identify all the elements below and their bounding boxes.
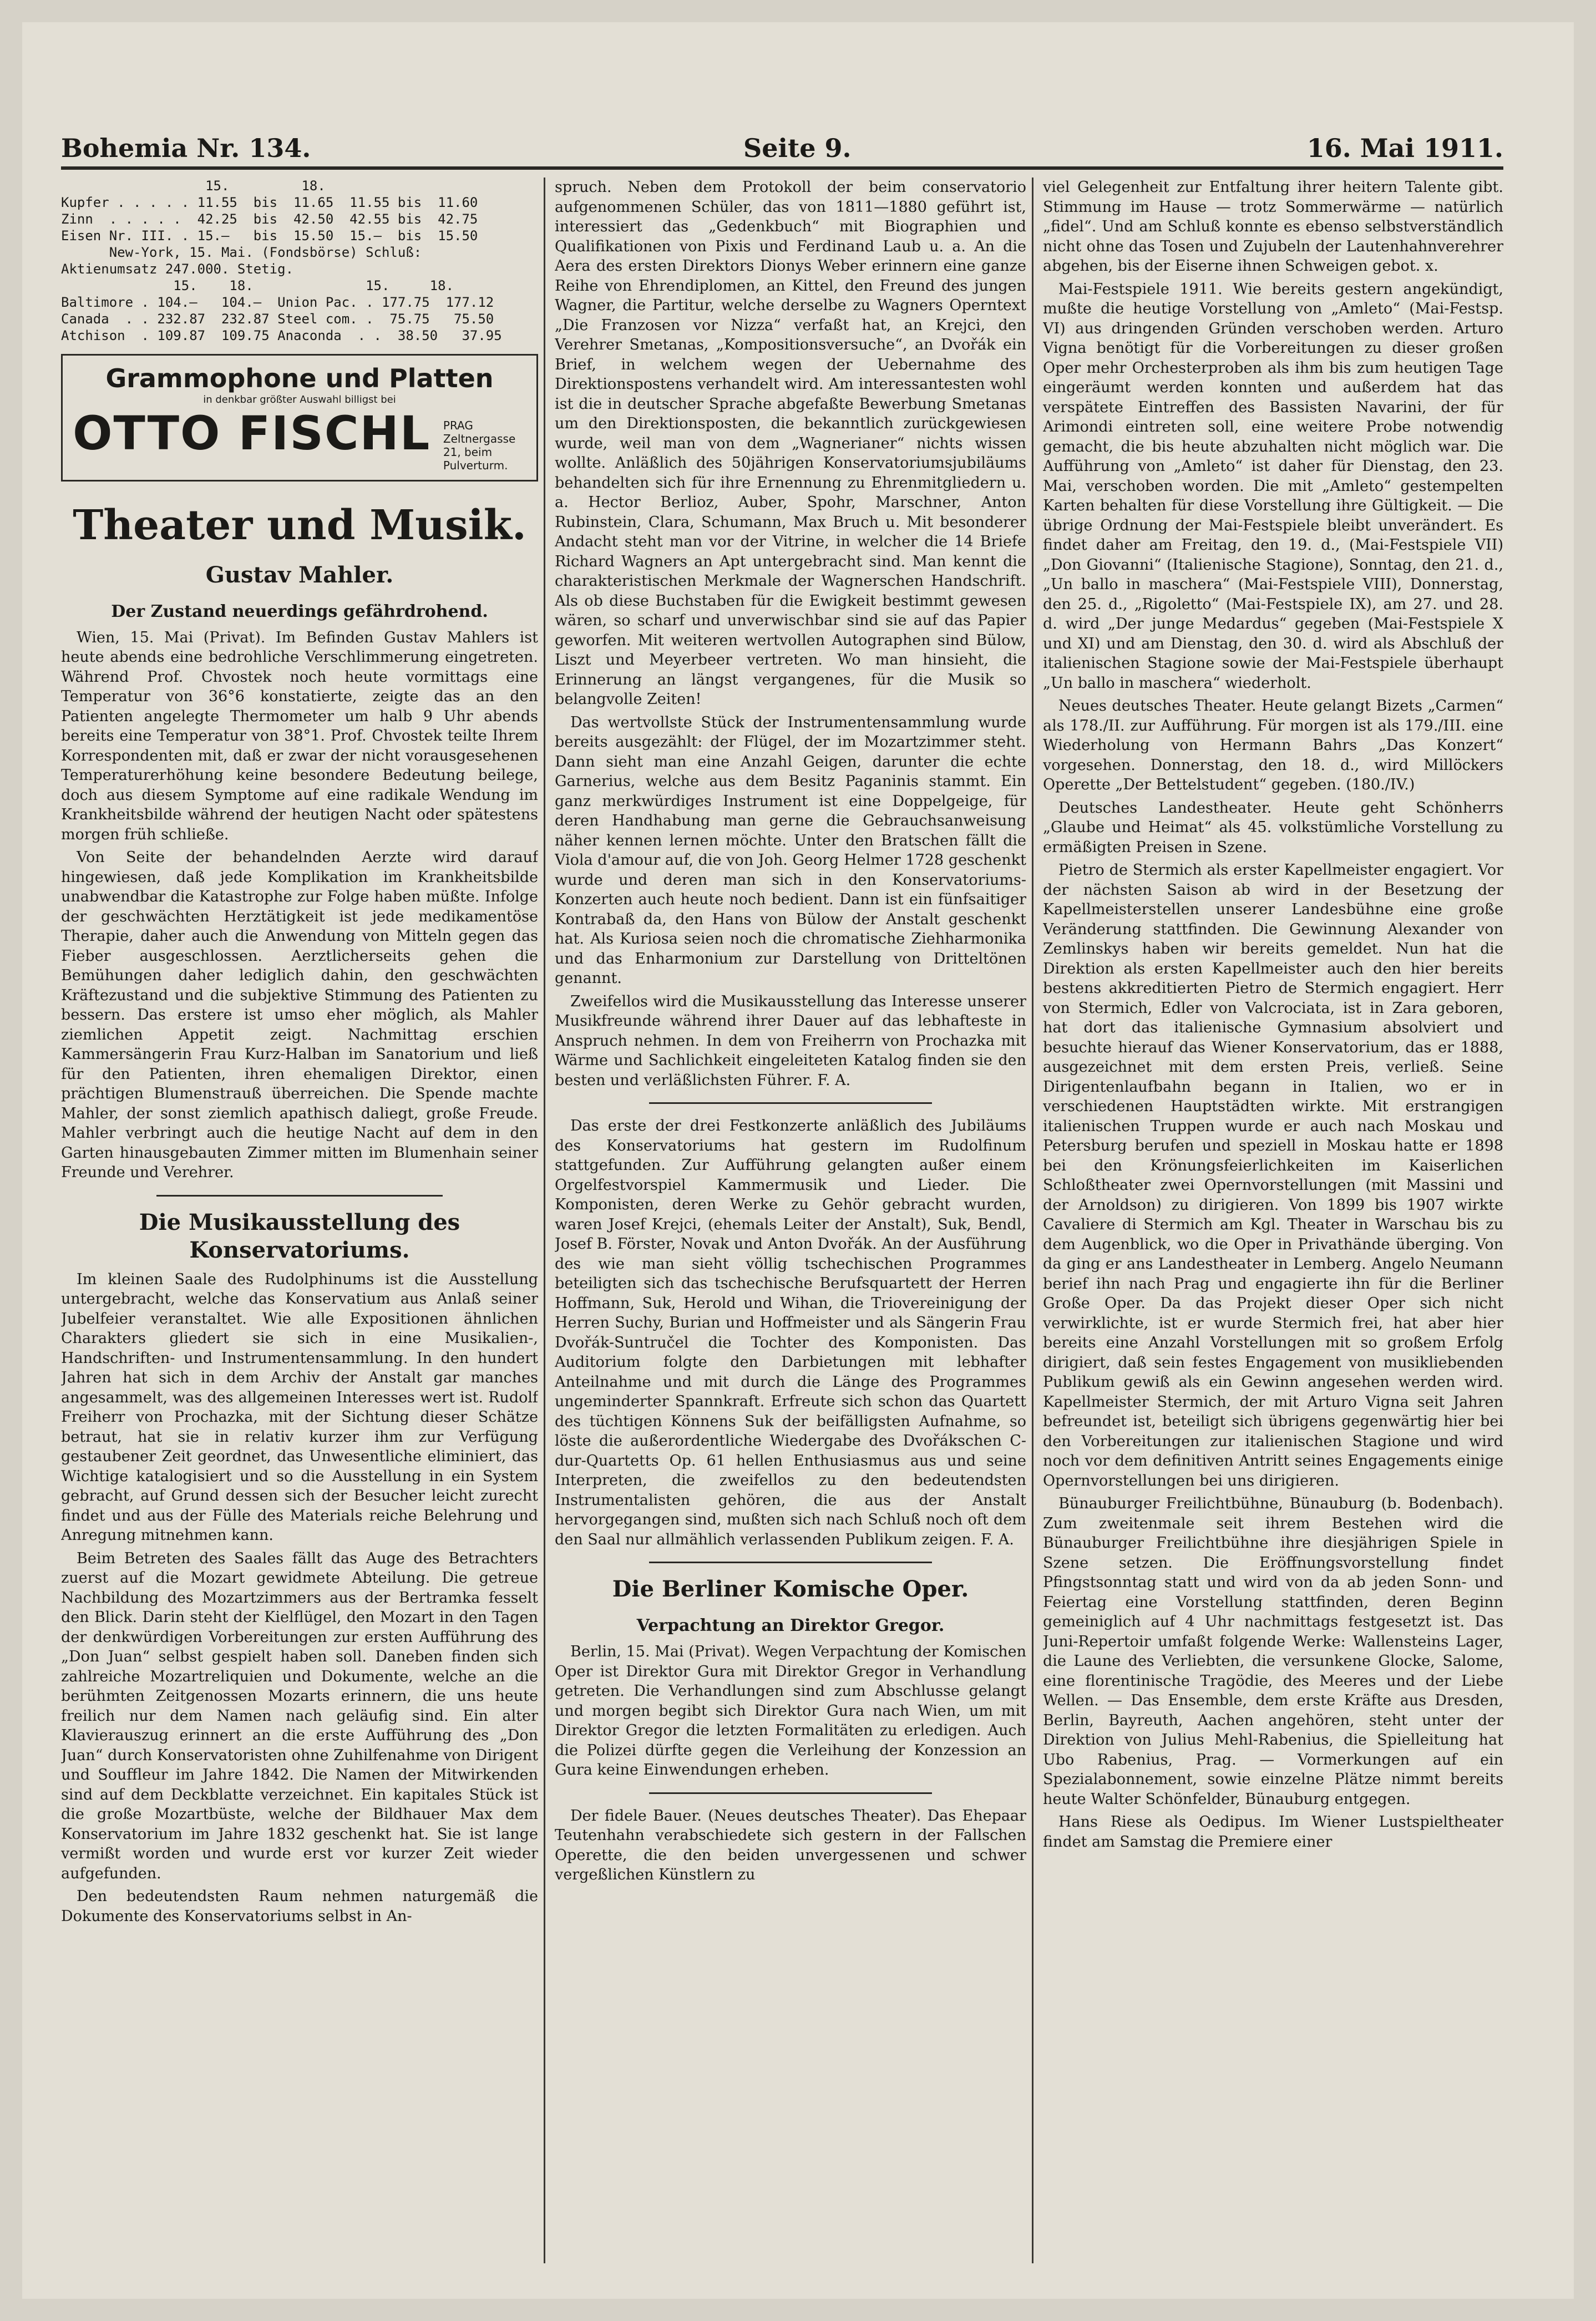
article-separator bbox=[156, 1195, 443, 1197]
article-paragraph: Wien, 15. Mai (Privat). Im Befinden Gustav Mahlers ist heute abends eine bedrohliche Verschlimmerung eingetreten. Während Prof. Chvostek noch heute vormittags eine Temperatur von 36°6 konstatierte, zeigte das an den Patienten angelegte Thermometer um halb 9 Uhr abends bereits eine Temperatur von 38°1. Prof. Chvostek teilte Ihrem Korrespondenten mit, daß er zwar der nicht vorausgesehenen Temperaturerhöhung keine besondere Bedeutung beilege, doch aus diesem Symptome auf eine radikale Wendung im Krankheitsbilde während der heutigen Nacht oder spätestens morgen früh schließe. bbox=[61, 629, 538, 843]
article-title: Gustav Mahler. bbox=[205, 561, 394, 588]
article-paragraph: Mai-Festspiele 1911. Wie bereits gestern angekündigt, mußte die heutige Vorstellung von „Amleto“ (Mai-Festsp. VI) aus dringenden Gründen verschoben werden. Arturo Vigna benötigt für die Vorbereitungen zu dieser großen Oper mehr Orchesterproben als ihm bis zum heutigen Tage eingeräumt werden konnten und außerdem hat das verspätete Eintreffen des Bassisten Navarini, der für Arimondi eintreten soll, eine weitere Probe notwendig gemacht, die bis heute abzuhalten nicht möglich war. Die Aufführung von „Amleto“ ist daher für Dienstag, den 23. Mai, verschoben worden. Die mit „Amleto“ gestempelten Karten behalten für diese Vorstellung ihre Gültigkeit. — Die übrige Ordnung der Mai-Festspiele bleibt unverändert. Es findet daher am Freitag, den 19. d., (Mai-Festspiele VII) „Don Giovanni“ (Italienische Stagione), Sonntag, den 21. d., „Un ballo in maschera“ (Mai-Festspiele VIII), Donnerstag, den 25. d., „Rigoletto“ (Mai-Festspiele IX), am 27. und 28. d. wird „Der junge Medardus“ gegeben (Mai-Festspiele X und XI) und am Dienstag, den 30. d. wird als Abschluß der italienischen Stagione sowie der Mai-Festspiele überhaupt „Un ballo in maschera“ wiederholt. bbox=[1043, 280, 1503, 692]
ad-headline: Grammophone und Platten bbox=[105, 363, 494, 393]
header-issue: Bohemia Nr. 134. bbox=[61, 133, 311, 163]
market-line: 15. 18. bbox=[61, 178, 326, 194]
column-1 bbox=[61, 178, 538, 2263]
article-title: Die Berliner Komische Oper. bbox=[612, 1576, 969, 1602]
article-paragraph: Pietro de Stermich als erster Kapellmeister engagiert. Vor der nächsten Saison ab wird in der Besetzung der Kapellmeisterstellen unserer Landesbühne eine große Veränderung stattfinden. Die Gewinnung Alexander von Zemlinskys haben wir bereits gemeldet. Nun hat die Direktion als ersten Kapellmeister auch den hier bereits bestens akkreditierten Pietro de Stermich engagiert. Herr von Stermich, Edler von Valcrociata, ist in Zara geboren, hat dort das italienische Gymnasium absolviert und besuchte hierauf das Wiener Konservatorium, das er 1888, ausgezeichnet mit dem ersten Preis, verließ. Seine Dirigentenlaufbahn begann in Italien, wo er in verschiedenen Hauptstädten wirkte. Mit erstrangigen italienischen Truppen wurde er auch nach Moskau und Petersburg berufen und speziell in Moskau hatte er 1898 bei den Krönungsfeierlichkeiten im Kaiserlichen Schloßtheater zwei Opernvorstellungen (mit Massini und der Arnoldson) zu dirigieren. Von 1899 bis 1907 wirkte Cavaliere di Stermich am Kgl. Theater in Warschau bis zu dem Augenblick, wo die Oper in Privathände überging. Von da ging er ans Landestheater in Lemberg. Angelo Neumann berief ihn nach Prag und engagierte ihn für die Berliner Große Oper. Da das Projekt dieser Oper sich nicht verwirklichte, ist er wurde Stermich frei, hat aber hier bereits eine Anzahl Vorstellungen mit so großem Erfolg dirigiert, daß sein festes Engagement von musikliebenden Publikum gewiß als ein Gewinn angesehen werden wird. Kapellmeister Stermich, der mit Arturo Vigna seit Jahren befreundet ist, beteiligt sich übrigens gegenwärtig hier bei den Vorbereitungen zur italienischen Stagione und wird noch vor dem definitiven Antritt seines Engagements einige Opernvorstellungen bei uns dirigieren. bbox=[1043, 861, 1503, 1489]
article-separator bbox=[649, 1792, 932, 1794]
market-line: Aktienumsatz 247.000. Stetig. bbox=[61, 261, 294, 277]
article-paragraph: Deutsches Landestheater. Heute geht Schönherrs „Glaube und Heimat“ als 45. volkstümliche Vorstellung zu ermäßigten Preisen in Szene. bbox=[1043, 799, 1503, 856]
ad-tagline: in denkbar größter Auswahl billigst bei bbox=[203, 394, 396, 406]
article-title: Die Musikausstellung des Konservatoriums. bbox=[139, 1209, 460, 1263]
column-rule bbox=[544, 178, 545, 2263]
market-line: Canada . . 232.87 232.87 Steel com. . 75.75 75.50 bbox=[61, 311, 494, 327]
header-date: 16. Mai 1911. bbox=[1306, 133, 1503, 163]
newspaper-page bbox=[22, 22, 1574, 2299]
market-line: Zinn . . . . . 42.25 bis 42.50 42.55 bis 42.75 bbox=[61, 211, 478, 227]
header-rule bbox=[61, 166, 1503, 170]
market-line: Kupfer . . . . . 11.55 bis 11.65 11.55 bis 11.60 bbox=[61, 195, 478, 210]
ad-address: PRAG Zeltnergasse 21, beim Pulverturm. bbox=[443, 418, 516, 472]
article-paragraph: Beim Betreten des Saales fällt das Auge des Betrachters zuerst auf die Mozart gewidmete Abteilung. Die getreue Nachbildung des Mozartzimmers aus der Bertramka fesselt den Blick. Darin steht der Kielflügel, den Mozart in den Tagen der denkwürdigen Vorbereitungen zur ersten Aufführung des „Don Juan“ selbst gespielt haben soll. Daneben finden sich zahlreiche Mozartreliquien und Dokumente, welche an die berühmten Zeitgenossen Mozarts erinnern, die uns heute freilich nur dem Namen nach geläufig sind. Ein alter Klavierauszug erinnert an die erste Aufführung des „Don Juan“ durch Konservatoristen ohne Zuhilfenahme von Dirigent und Souffleur im Jahre 1842. Die Namen der Mitwirkenden sind auf dem Deckblatte verzeichnet. Ein kapitales Stück ist die große Mozartbüste, welche der Bildhauer Max dem Konservatorium im Jahre 1832 geschenkt hat. Sie ist lange vermißt worden und wurde erst vor kurzer Zeit wieder aufgefunden. bbox=[61, 1549, 538, 1882]
column-2 bbox=[555, 178, 1026, 2263]
market-line: New-York, 15. Mai. (Fondsbörse) Schluß: bbox=[61, 245, 422, 260]
section-title: Theater und Musik. bbox=[73, 501, 526, 549]
article-paragraph: Den bedeutendsten Raum nehmen naturgemäß die Dokumente des Konservatoriums selbst in An- bbox=[61, 1888, 538, 1925]
article-separator bbox=[649, 1562, 932, 1563]
article-paragraph: Im kleinen Saale des Rudolphinums ist die Ausstellung untergebracht, welche das Konservatium aus Anlaß seiner Jubelfeier veranstaltet. Wie alle Expositionen ähnlichen Charakters gliedert sie sich in eine Musikalien-, Handschriften- und Instrumentensammlung. In den hundert Jahren hat sich in dem Archiv der Anstalt gar manches angesammelt, was des allgemeinen Interesses wert ist. Rudolf Freiherr von Prochazka, mit der Sichtung dieser Schätze betraut, hat sie in relativ kurzer ihm zur Verfügung gestaubener Zeit geordnet, das Unwesentliche eliminiert, das Wichtige katalogisiert und so die Ausstellung in ein System gebracht, auf Grund dessen sich der Besucher leicht zurecht findet und aus der Fülle des Materials reiche Belehrung und Anregung mitnehmen kann. bbox=[61, 1270, 538, 1544]
article-paragraph: Der fidele Bauer. (Neues deutsches Theater). Das Ehepaar Teutenhahn verabschiedete sich gestern in der Fallschen Operette, die den beiden unvergessenen und schwer vergeßlichen Künstlern zu bbox=[555, 1807, 1026, 1883]
header-page-number: Seite 9. bbox=[743, 133, 852, 163]
article-subtitle: Verpachtung an Direktor Gregor. bbox=[636, 1616, 945, 1635]
article-paragraph: Das erste der drei Festkonzerte anläßlich des Jubiläums des Konservatoriums hat gestern im Rudolfinum stattgefunden. Zur Aufführung gelangten außer einem Orgelfestvorspiel Kammermusik und Lieder. Die Komponisten, deren Werke zu Gehör gebracht wurden, waren Josef Krejci, (ehemals Leiter der Anstalt), Suk, Bendl, Josef B. Förster, Novak und Anton Dvořák. An der Ausführung des wie man sieht völlig tschechischen Programmes beteiligten sich das tschechische Berufsquartett der Herren Hoffmann, Suk, Herold und Wihan, die Triovereinigung der Herren Suchy, Burian und Hoffmeister und als Sängerin Frau Dvořák-Suntručel die Tochter des Komponisten. Das Auditorium folgte den Darbietungen mit lebhafter Anteilnahme und mit durch die Länge des Programmes ungeminderter Spannkraft. Erfreute sich schon das Quartett des tüchtigen Könnens Suk der beifälligsten Aufnahme, so löste die außerordentliche Wiedergabe des Dvořákschen C-dur-Quartetts Op. 61 hellen Enthusiasmus aus und seine Interpreten, die zweifellos zu den bedeutendsten Instrumentalisten gehören, die aus der Anstalt hervorgegangen sind, mußten sich nach Schluß noch oft dem den Saal nur allmählich verlassenden Publikum zeigen. F. A. bbox=[555, 1117, 1026, 1548]
article-paragraph: Berlin, 15. Mai (Privat). Wegen Verpachtung der Komischen Oper ist Direktor Gura mit Direktor Gregor in Verhandlung getreten. Die Verhandlungen sind zum Abschlusse gelangt und morgen begibt sich Direktor Gura nach Wien, um mit Direktor Gregor die letzten Formalitäten zu erledigen. Auch die Polizei dürfte gegen die Verleihung der Konzession an Gura keine Einwendungen erheben. bbox=[555, 1643, 1026, 1778]
article-paragraph: viel Gelegenheit zur Entfaltung ihrer heitern Talente gibt. Stimmung im Hause — trotz Sommerwärme — natürlich „fidel“. Und am Schluß konnte es ebenso selbstverständlich nicht ohne das Tosen und Zujubeln der Lautenhahnverehrer abgehen, bis der Eiserne ihnen Schweigen gebot. x. bbox=[1043, 179, 1503, 275]
ad-company-name: OTTO FISCHL bbox=[73, 406, 431, 460]
market-report bbox=[61, 178, 538, 344]
article-paragraph: Bünauburger Freilichtbühne, Bünauburg (b. Bodenbach). Zum zweitenmale seit ihrem Bestehen wird die Bünauburger Freilichtbühne ihre diesjährigen Spiele in Szene setzen. Die Eröffnungsvorstellung findet Pfingstsonntag statt und wird von da ab jeden Sonn- und Feiertag eine Vorstellung stattfinden, deren Beginn gemeiniglich auf 4 Uhr nachmittags festgesetzt ist. Das Juni-Repertoir umfaßt folgende Werke: Wallensteins Lager, die Laune des Verliebten, die versunkene Glocke, Salome, eine florentinische Tragödie, des Meeres und der Liebe Wellen. — Das Ensemble, dem erste Kräfte aus Dresden, Berlin, Bayreuth, Aachen angehören, steht unter der Direktion von Julius Mehl-Rabenius, die Spielleitung hat Ubo Rabenius, Prag. — Vormerkungen auf ein Spezialabonnement, sowie einzelne Plätze nimmt bereits heute Walter Schönfelder, Bünauburg entgegen. bbox=[1043, 1495, 1503, 1808]
article-paragraph: spruch. Neben dem Protokoll der beim conservatorio aufgenommenen Schüler, das von 1811—1880 geführt ist, interessiert das „Gedenkbuch“ mit Biographien und Qualifikationen von Pixis und Ferdinand Laub u. a. An die Aera des ersten Direktors Dionys Weber erinnern eine ganze Reihe von Ehrendiplomen, an Kittel, den Freund des jungen Wagner, die Partitur, welche derselbe zu Wagners Operntext „Die Franzosen vor Nizza“ verfaßt hat, an Krejci, den Verehrer Smetanas, „Kompositionsversuche“, an Dvořák ein Brief, in welchem wegen der Uebernahme des Direktionspostens verhandelt wird. Am interessantesten wohl ist die in deutscher Sprache abgefaßte Bewerbung Smetanas um den Direktionsposten, die bekanntlich zurückgewiesen wurde, weil man von dem „Wagnerianer“ nichts wissen wollte. Anläßlich des 50jährigen Konservatoriumsjubiläums behandelten sich für ihre Ernennung zu Ehrenmitgliedern u. a. Hector Berlioz, Auber, Spohr, Marschner, Anton Rubinstein, Clara, Schumann, Max Bruch u. Mit besonderer Andacht steht man vor der Vitrine, in welcher die 14 Briefe Richard Wagners an Apt untergebracht sind. Man kennt die charakteristischen Merkmale der Wagnerschen Handschrift. Als ob diese Buchstaben für die Ewigkeit bestimmt gewesen wären, so scharf und unverwischbar sind sie auf das Papier geworfen. Mit weiteren wertvollen Autographen sind Bülow, Liszt und Meyerbeer vertreten. Wo man hinsieht, die Erinnerung an längst vergangenes, für die Musik so belangvolle Zeiten! bbox=[555, 179, 1026, 708]
article-paragraph: Hans Riese als Oedipus. Im Wiener Lustspieltheater findet am Samstag die Premiere einer bbox=[1043, 1813, 1503, 1851]
market-line: 15. 18. 15. 18. bbox=[61, 278, 454, 293]
article-paragraph: Von Seite der behandelnden Aerzte wird darauf hingewiesen, daß jede Komplikation im Krankheitsbilde unabwendbar die Katastrophe zur Folge haben müßte. Infolge der geschwächten Herztätigkeit ist jede medikamentöse Therapie, daher auch die Anwendung von Mitteln gegen das Fieber ausgeschlossen. Aerztlicherseits gehen die Bemühungen daher lediglich dahin, den geschwächten Kräftezustand und die subjektive Stimmung des Patienten zu bessern. Das erstere ist umso eher möglich, als Mahler ziemlichen Appetit zeigt. Nachmittag erschien Kammersängerin Frau Kurz-Halban im Sanatorium und ließ für den Patienten, ihren ehemaligen Direktor, einen prächtigen Blumenstrauß überreichen. Die Spende machte Mahler, der sonst ziemlich apathisch daliegt, große Freude. Mahler verbringt auch die heutige Nacht auf dem in den Garten hinausgebauten Zimmer mitten im Blumenhain seiner Freunde und Verehrer. bbox=[61, 849, 538, 1181]
article-paragraph: Das wertvollste Stück der Instrumentensammlung wurde bereits ausgezählt: der Flügel, der im Mozartzimmer steht. Dann sieht man eine Anzahl Geigen, darunter die echte Garnerius, welche aus dem Besitz Paganinis stammt. Ein ganz merkwürdiges Instrument ist eine Doppelgeige, für deren Handhabung man gerne die Gebrauchsanweisung näher kennen lernen möchte. Unter den Bratschen fällt die Viola d'amour auf, die von Joh. Georg Helmer 1728 geschenkt wurde und deren man sich in den Konservatoriums-Konzerten auch heute noch bedient. Dann ist ein fünfsaitiger Kontrabaß da, den Hans von Bülow der Anstalt geschenkt hat. Als Kuriosa seien noch die chromatische Ziehharmonika und das Enharmonium zur Darstellung von Dritteltönen genannt. bbox=[555, 713, 1026, 987]
article-subtitle: Der Zustand neuerdings gefährdrohend. bbox=[111, 601, 488, 621]
page-header bbox=[61, 111, 1503, 172]
article-separator bbox=[649, 1102, 932, 1104]
market-line: Atchison . 109.87 109.75 Anaconda . . 38.50 37.95 bbox=[61, 328, 502, 343]
article-paragraph: Zweifellos wird die Musikausstellung das Interesse unserer Musikfreunde während ihrer Dauer auf das lebhafteste in Anspruch nehmen. In dem von Freiherrn von Prochazka mit Wärme und Sachlichkeit eingeleiteten Katalog finden sie den besten und verläßlichsten Führer. F. A. bbox=[555, 992, 1026, 1089]
column-rule bbox=[1032, 178, 1033, 2263]
market-line: Baltimore . 104.— 104.— Union Pac. . 177.75 177.12 bbox=[61, 295, 494, 310]
market-line: Eisen Nr. III. . 15.— bis 15.50 15.— bis 15.50 bbox=[61, 228, 478, 244]
advertisement bbox=[61, 354, 538, 482]
article-paragraph: Neues deutsches Theater. Heute gelangt Bizets „Carmen“ als 178./II. zur Aufführung. Für morgen ist als 179./III. eine Wiederholung von Hermann Bahrs „Das Konzert“ vorgesehen. Donnerstag, den 18. d., wird Millöckers Operette „Der Bettelstudent“ gegeben. (180./IV.) bbox=[1043, 697, 1503, 793]
column-3 bbox=[1043, 178, 1503, 2263]
